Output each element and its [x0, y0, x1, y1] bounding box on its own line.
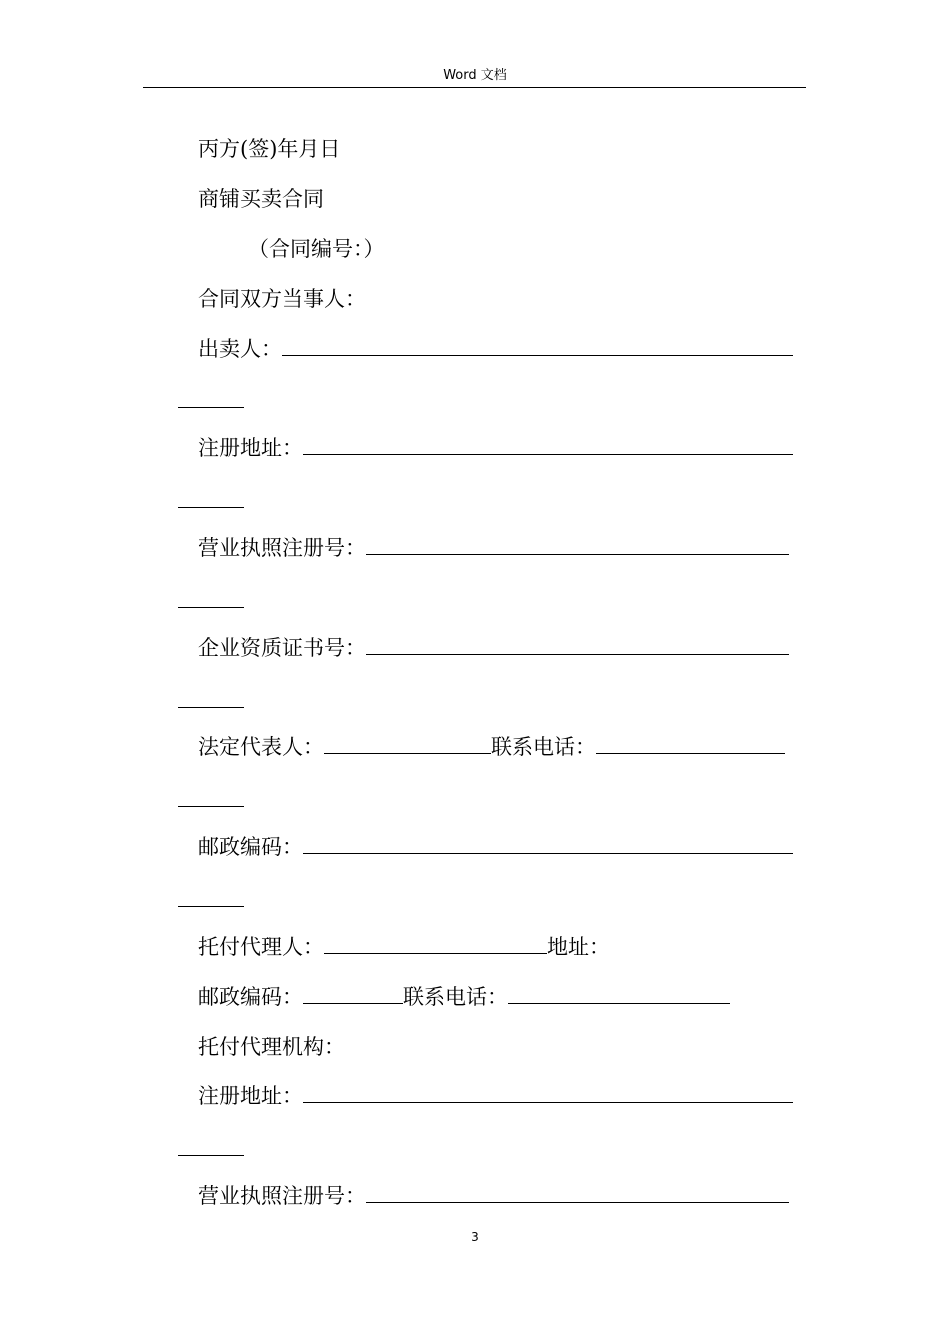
legal-representative-blank[interactable]: [324, 734, 491, 754]
contact-phone-blank-continuation[interactable]: [178, 806, 244, 807]
seller-blank-continuation[interactable]: [178, 407, 244, 408]
registered-address-2-blank[interactable]: [303, 1083, 793, 1103]
postal-code-blank[interactable]: [303, 834, 793, 854]
business-license-label: 营业执照注册号：: [198, 536, 366, 560]
contact-phone-2-label: 联系电话：: [403, 985, 508, 1009]
qualification-cert-field: [198, 635, 789, 661]
contact-phone-label: 联系电话：: [491, 735, 596, 759]
postal-code-2-field: [198, 984, 730, 1010]
registered-address-field: [198, 435, 793, 461]
registered-address-blank[interactable]: [303, 435, 793, 455]
seller-label: 出卖人：: [198, 337, 282, 361]
legal-representative-field: [198, 734, 785, 760]
business-license-2-blank[interactable]: [366, 1183, 789, 1203]
registered-address-2-blank-continuation[interactable]: [178, 1155, 244, 1156]
parties-intro: 合同双方当事人：: [198, 287, 366, 311]
page-number: 3: [471, 1230, 479, 1244]
qualification-cert-blank-continuation[interactable]: [178, 707, 244, 708]
registered-address-label: 注册地址：: [198, 436, 303, 460]
postal-code-label: 邮政编码：: [198, 835, 303, 859]
registered-address-2-label: 注册地址：: [198, 1084, 303, 1108]
postal-code-field: [198, 834, 793, 860]
entrusted-agency: 托付代理机构：: [198, 1035, 345, 1059]
contact-phone-2-blank[interactable]: [508, 984, 730, 1004]
postal-code-2-label: 邮政编码：: [198, 985, 303, 1009]
entrusted-agent-blank[interactable]: [324, 934, 547, 954]
business-license-2-field: [198, 1183, 789, 1209]
entrusted-agent-label: 托付代理人：: [198, 935, 324, 959]
legal-representative-label: 法定代表人：: [198, 735, 324, 759]
business-license-2-label: 营业执照注册号：: [198, 1184, 366, 1208]
contract-number: （合同编号：）: [248, 237, 385, 261]
postal-code-blank-continuation[interactable]: [178, 906, 244, 907]
header-rule: [143, 87, 806, 88]
page-header-title: Word 文档: [443, 68, 507, 83]
business-license-blank[interactable]: [366, 535, 789, 555]
signature-line: 丙方(签)年月日: [198, 137, 341, 161]
entrusted-agent-field: [198, 934, 610, 960]
qualification-cert-blank[interactable]: [366, 635, 789, 655]
seller-blank[interactable]: [282, 336, 793, 356]
business-license-field: [198, 535, 789, 561]
address-label: 地址：: [547, 935, 610, 959]
registered-address-2-field: [198, 1083, 793, 1109]
business-license-blank-continuation[interactable]: [178, 607, 244, 608]
contract-title: 商铺买卖合同: [198, 187, 324, 211]
seller-field: [198, 336, 793, 362]
qualification-cert-label: 企业资质证书号：: [198, 636, 366, 660]
registered-address-blank-continuation[interactable]: [178, 507, 244, 508]
postal-code-2-blank[interactable]: [303, 984, 403, 1004]
contact-phone-blank[interactable]: [596, 734, 785, 754]
